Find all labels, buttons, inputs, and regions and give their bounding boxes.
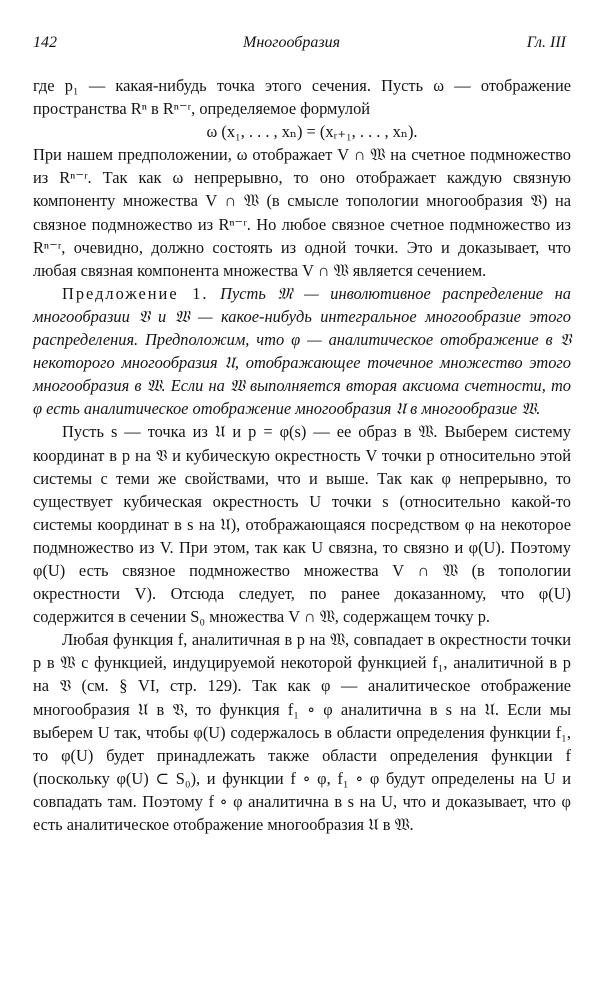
paragraph-1: где p₁ — какая-нибудь точка этого сечения. Пусть ω — отображение пространства Rⁿ в Rⁿ⁻ʳ, определяемое формулой (33, 76, 571, 119)
chapter-label: Гл. III (526, 34, 566, 51)
proposition-1 (33, 282, 571, 421)
running-title: Многообразия (243, 34, 341, 51)
page-header (33, 34, 566, 56)
proof-paragraph-2: Любая функция f, аналитичная в p на 𝔚, совпадает в окрестности точки p в 𝔚 с функцией, индуцируемой некоторой функцией f₁, аналитичной в p на 𝔙 (см. § VI, стр. 129). Так как φ — аналитическое отображение многообразия 𝔘 в 𝔙, то функция f₁ ∘ φ аналитична в s на 𝔘. Если мы выберем U так, чтобы φ(U) содержалось в области определения функции f₁, то φ(U) будет принадлежать также области определения функции f (поскольку φ(U) ⊂ S₀), и функции f ∘ φ, f₁ ∘ φ будут определены на U и совпадать там. Поэтому f ∘ φ аналитична в s на U, что и доказывает, что φ есть аналитическое отображение многообразия 𝔘 в 𝔚. (33, 630, 571, 834)
paragraph-2: При нашем предположении, ω отображает V ∩ 𝔚 на счетное подмножество из Rⁿ⁻ʳ. Так как ω непрерывно, то оно отображает каждую связную компоненту множества V ∩ 𝔚 (в смысле топологии многообразия 𝔙) на связное подмножество из Rⁿ⁻ʳ. Но любое связное счетное подмножество из Rⁿ⁻ʳ, очевидно, должно состоять из одной точки. Это и доказывает, что любая связная компонента множества V ∩ 𝔚 является сечением. (33, 145, 571, 280)
proposition-title: Предложение 1. (62, 283, 209, 303)
page-number: 142 (33, 34, 57, 51)
proposition-statement: Пусть 𝔐 — инволютивное распределение на многообразии 𝔙 и 𝔚 — какое-нибудь интегральное многообразие этого распределения. Предположим, что φ — аналитическое отображение в 𝔙 некоторого многообразия 𝔘, отображающее точечное множество этого многообразия в 𝔚. Если на 𝔚 выполняется вторая аксиома счетности, то φ есть аналитическое отображение многообразия 𝔘 в многообразие 𝔚. (33, 283, 571, 419)
formula: ω (x₁, . . . , xₙ) = (xᵣ₊₁, . . . , xₙ). (206, 122, 418, 142)
page-body (33, 74, 571, 836)
proof-paragraph-1: Пусть s — точка из 𝔘 и p = φ(s) — ее образ в 𝔚. Выберем систему координат в p на 𝔙 и кубическую окрестность V точки p относительно этой системы с теми же свойствами, что и выше. Так как φ непрерывно, то существует кубическая окрестность U точки s (относительно какой-то системы координат в s на 𝔘), отображающаяся посредством φ на некоторое подмножество из V. При этом, так как U связна, то связно и φ(U). Поэтому φ(U) есть связное подмножество множества V ∩ 𝔚 (в топологии окрестности V). Отсюда следует, по ранее доказанному, что φ(U) содержится в сечении S₀ множества V ∩ 𝔚, содержащем точку p. (33, 422, 571, 627)
